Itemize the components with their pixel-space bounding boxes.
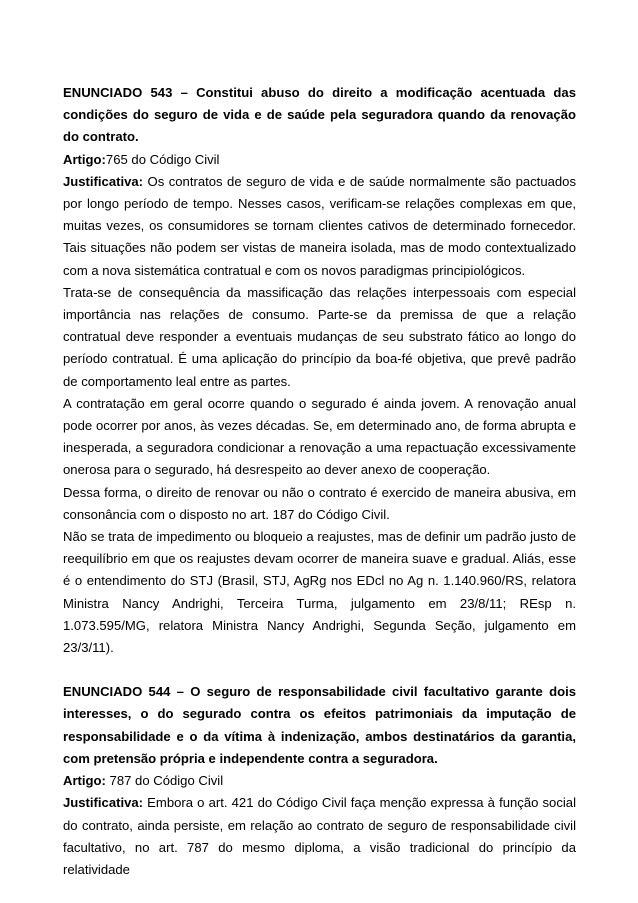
enunciado-543-paragraph: A contratação em geral ocorre quando o segurado é ainda jovem. A renovação anual pode ocorrer por anos, às vezes décadas. Se, em determinado ano, de forma abrupta e inesperada, a seguradora condicionar a renovação a uma repactuação excessivamente onerosa para o segurado, há desrespeito ao dever anexo de cooperação. xyxy=(63,395,576,478)
enunciado-543-heading: ENUNCIADO 543 – Constitui abuso do direito a modificação acentuada das condições do seguro de vida e de saúde pela seguradora quando da renovação do contrato. xyxy=(63,85,576,145)
enunciado-543-paragraph: Dessa forma, o direito de renovar ou não o contrato é exercido de maneira abusiva, em consonância com o disposto no art. 187 do Código Civil. xyxy=(63,484,576,522)
enunciado-543-artigo xyxy=(63,149,576,171)
artigo-label: Artigo: xyxy=(63,151,106,167)
enunciado-544-justificativa xyxy=(63,792,576,881)
justificativa-label: Justificativa: xyxy=(63,173,144,189)
enunciado-543-paragraph: Não se trata de impedimento ou bloqueio a reajustes, mas de definir um padrão justo de reequilíbrio em que os reajustes devam ocorrer de maneira suave e gradual. Aliás, esse é o entendimento do STJ (Brasil, STJ, AgRg nos EDcl no Ag n. 1.140.960/RS, relatora Ministra Nancy Andrighi, Terceira Turma, julgamento em 23/8/11; REsp n. 1.073.595/MG, relatora Ministra Nancy Andrighi, Segunda Seção, julgamento em 23/3/11). xyxy=(63,529,576,656)
artigo-text: 765 do Código Civil xyxy=(105,151,220,167)
justificativa-text: Embora o art. 421 do Código Civil faça menção expressa à função social do contrato, ainda persiste, em relação ao contrato de seguro de responsabilidade civil facultativo, no art. 787 do mesmo diploma, a visão tradicional do princípio da relatividade xyxy=(63,795,576,877)
enunciado-544-heading: ENUNCIADO 544 – O seguro de responsabilidade civil facultativo garante dois interesses, o do segurado contra os efeitos patrimoniais da imputação de responsabilidade e o da vítima à indenização, ambos destinatários da garantia, com pretensão própria e independente contra a seguradora. xyxy=(63,684,576,766)
section-spacer xyxy=(63,659,576,681)
justificativa-label: Justificativa: xyxy=(63,795,144,811)
artigo-label: Artigo: xyxy=(63,773,106,789)
document-page xyxy=(63,82,576,881)
enunciado-543-justificativa xyxy=(63,171,576,282)
enunciado-544-artigo xyxy=(63,770,576,792)
enunciado-543-paragraph: Trata-se de consequência da massificação das relações interpessoais com especial importância nas relações de consumo. Parte-se da premissa de que a relação contratual deve responder a eventuais mudanças de seu substrato fático ao longo do período contratual. É uma aplicação do princípio da boa-fé objetiva, que prevê padrão de comportamento leal entre as partes. xyxy=(63,284,576,389)
justificativa-text: Os contratos de seguro de vida e de saúde normalmente são pactuados por longo período de tempo. Nesses casos, verificam-se relações complexas em que, muitas vezes, os consumidores se tornam clientes cativos de determinado fornecedor. Tais situações não podem ser vistas de maneira isolada, mas de modo contextualizado com a nova sistemática contratual e com os novos paradigmas principiológicos. xyxy=(63,173,576,278)
artigo-text: 787 do Código Civil xyxy=(105,773,224,789)
